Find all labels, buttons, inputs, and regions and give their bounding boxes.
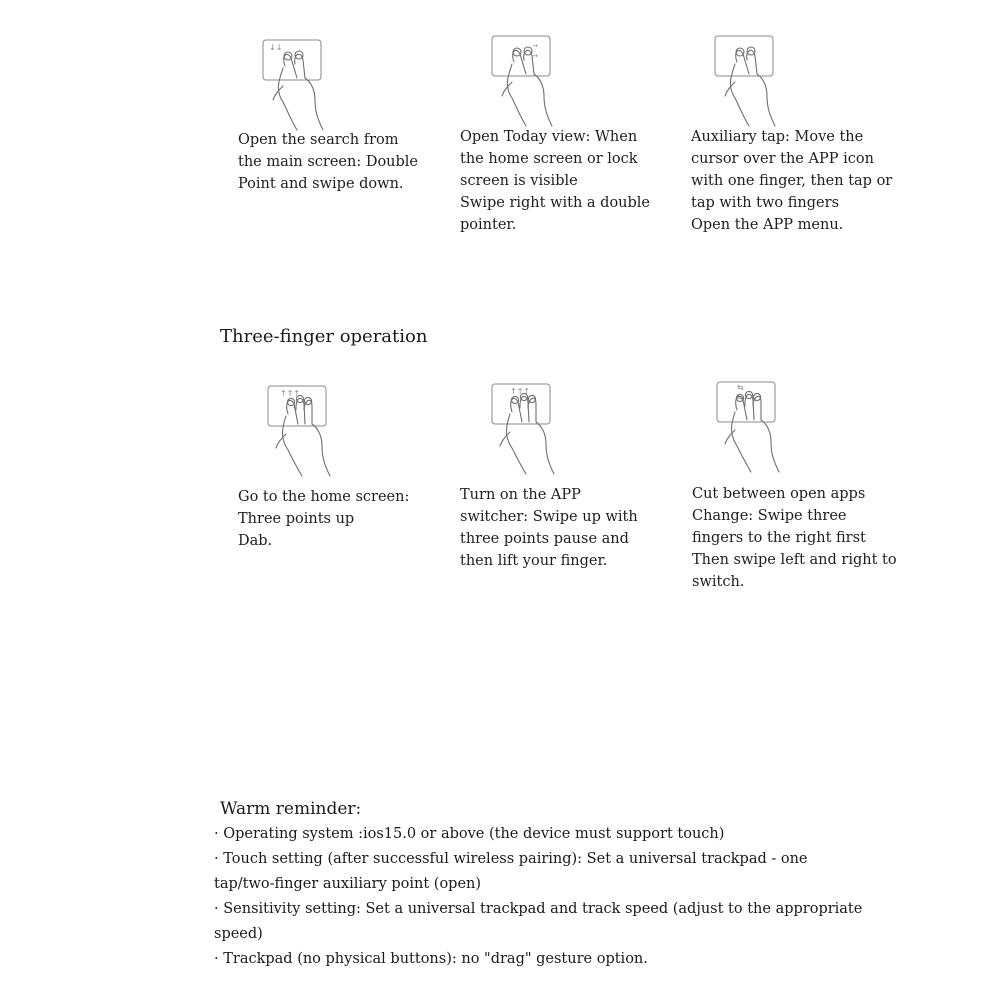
caption-line: Cut between open apps [692, 486, 866, 502]
svg-text:→: → [532, 52, 538, 60]
svg-text:↓↓: ↓↓ [269, 43, 283, 52]
reminder-line: · Operating system :ios15.0 or above (the device must support touch) [214, 826, 725, 842]
caption-line: pointer. [460, 217, 517, 233]
three-finger-swipe-up-pause-icon [474, 378, 594, 488]
caption-line: screen is visible [460, 173, 578, 189]
caption-line: the home screen or lock [460, 151, 638, 167]
reminder-title: Warm reminder: [220, 799, 362, 819]
caption-line: Open Today view: When [460, 129, 638, 145]
three-finger-swipe-sideways-icon [699, 376, 819, 486]
caption-today-view [460, 126, 650, 236]
three-finger-heading: Three-finger operation [220, 326, 428, 347]
caption-line: Swipe right with a double [460, 195, 651, 211]
two-finger-swipe-right-icon [474, 30, 594, 140]
caption-auxiliary-tap [691, 126, 892, 236]
caption-line: Open the APP menu. [691, 217, 844, 233]
caption-line: Go to the home screen: [238, 489, 410, 505]
three-finger-swipe-up-icon [250, 380, 370, 490]
caption-line: Three points up [238, 511, 355, 527]
caption-line: Turn on the APP [460, 487, 581, 503]
caption-line: Change: Swipe three [692, 508, 847, 524]
reminder-line: speed) [214, 926, 263, 942]
caption-switch-apps [692, 483, 897, 593]
svg-text:↑↑↑: ↑↑↑ [510, 387, 531, 396]
warm-reminder [214, 796, 863, 972]
caption-line: fingers to the right first [692, 530, 866, 546]
reminder-line: · Sensitivity setting: Set a universal trackpad and track speed (adjust to the appropriate [214, 901, 863, 917]
caption-line: Point and swipe down. [238, 176, 404, 192]
caption-line: tap with two fingers [691, 195, 840, 211]
caption-line: Auxiliary tap: Move the [691, 129, 864, 145]
caption-line: Open the search from [238, 132, 399, 148]
caption-search [238, 129, 418, 195]
svg-text:⇆: ⇆ [737, 383, 744, 392]
svg-text:⇆: ⇆ [737, 393, 744, 402]
two-finger-tap-icon [697, 30, 817, 140]
caption-line: switcher: Swipe up with [460, 509, 638, 525]
caption-line: then lift your finger. [460, 553, 608, 569]
caption-line: cursor over the APP icon [691, 151, 874, 167]
caption-line: switch. [692, 574, 745, 590]
svg-text:→: → [532, 42, 538, 50]
caption-app-switcher [460, 484, 638, 572]
caption-line: with one finger, then tap or [691, 173, 893, 189]
caption-line: three points pause and [460, 531, 629, 547]
caption-line: Dab. [238, 533, 273, 549]
two-finger-swipe-down-icon [245, 34, 365, 144]
caption-line: the main screen: Double [238, 154, 419, 170]
svg-text:↑↑↑: ↑↑↑ [280, 389, 301, 398]
caption-home-screen [238, 486, 409, 552]
reminder-line: tap/two-finger auxiliary point (open) [214, 876, 482, 892]
reminder-line: · Touch setting (after successful wireless pairing): Set a universal trackpad - one [214, 851, 808, 867]
caption-line: Then swipe left and right to [692, 552, 897, 568]
reminder-line: · Trackpad (no physical buttons): no "drag" gesture option. [214, 951, 648, 967]
